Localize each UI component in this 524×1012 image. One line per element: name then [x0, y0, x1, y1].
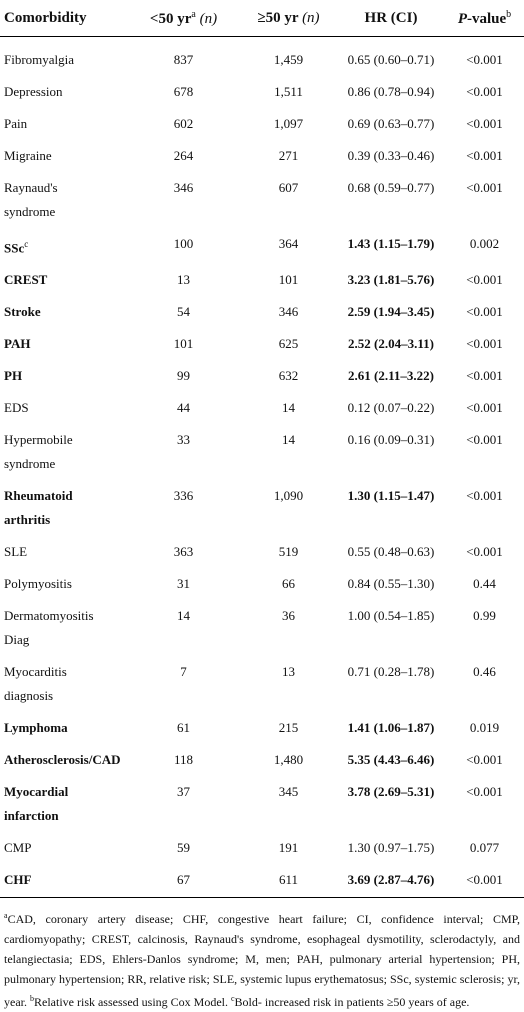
comorbidity-name: Lymphoma: [4, 720, 68, 736]
p-value: <0.001: [466, 400, 503, 416]
hazard-ratio: 1.00 (0.54–1.85): [347, 608, 435, 624]
table-row: [0, 776, 524, 832]
count-50-and-over: 346: [278, 304, 299, 320]
count-50-and-over: 519: [278, 544, 299, 560]
header-row: [0, 0, 524, 37]
count-under-50: 100: [173, 236, 194, 251]
hazard-ratio: 2.59 (1.94–3.45): [347, 304, 435, 320]
count-50-and-over: 1,097: [273, 116, 304, 131]
table-header: [0, 0, 524, 37]
comorbidity-name: Depression: [4, 84, 63, 99]
hazard-ratio: 0.65 (0.60–0.71): [347, 52, 435, 67]
p-value: <0.001: [466, 84, 503, 99]
p-value: <0.001: [466, 752, 503, 768]
comorbidity-name: SSc$^c$: [4, 239, 29, 256]
footnote-a-marker: a: [4, 911, 8, 921]
table-row: [0, 328, 524, 360]
p-value: <0.001: [466, 488, 503, 504]
p-value: 0.002: [469, 236, 500, 251]
table-row: [0, 600, 524, 656]
comorbidity-name: Atherosclerosis/CAD: [4, 752, 121, 768]
count-50-and-over: 1,459: [273, 52, 304, 67]
hazard-ratio: 2.52 (2.04–3.11): [348, 336, 434, 352]
count-under-50: 363: [173, 544, 194, 560]
count-under-50: 336: [173, 488, 194, 504]
p-value: 0.99: [473, 608, 496, 624]
comorbidity-name: Stroke: [4, 304, 41, 320]
count-50-and-over: 191: [278, 840, 299, 856]
header-p-value: P-value$^b$: [445, 0, 524, 37]
count-50-and-over: 345: [278, 784, 299, 800]
comorbidity-name: Migraine: [4, 148, 52, 163]
p-value: <0.001: [466, 148, 503, 163]
count-50-and-over: 625: [278, 336, 299, 352]
hazard-ratio: 0.16 (0.09–0.31): [347, 432, 435, 448]
table-row: [0, 37, 524, 77]
count-under-50: 54: [177, 304, 190, 320]
count-50-and-over: 215: [278, 720, 299, 736]
comorbidity-name: PH: [4, 368, 23, 384]
table-row: [0, 172, 524, 228]
comorbidity-name: CMP: [4, 840, 32, 856]
table-body: [0, 37, 524, 898]
table-row: [0, 140, 524, 172]
p-value: <0.001: [466, 432, 503, 448]
footnote-b-text: Relative risk assessed using Cox Model.: [34, 995, 231, 1010]
count-50-and-over: 607: [278, 180, 299, 195]
footnote-a-text: CAD, coronary artery disease; CHF, congestive heart failure; CI, confidence interval; CMP, cardiomyopathy; CREST, calcinosis, Raynaud's syndrome, esophageal dysmotility, sclerodactyly, and telangiectasia; EDS, Ehlers-Danlos syndrome; M, men; PAH, pulmonary arterial hypertension; PH, pulmonary hypertension; RR, relative risk; SLE, systemic lupus erythematosus; SSc, systemic sclerosis; yr, year.: [4, 912, 520, 1010]
table-row: [0, 392, 524, 424]
hazard-ratio: 1.43 (1.15–1.79): [347, 236, 435, 251]
count-under-50: 346: [173, 180, 194, 195]
comorbidity-name: Fibromyalgia: [4, 52, 75, 67]
count-50-and-over: 632: [278, 368, 299, 384]
hazard-ratio: 1.41 (1.06–1.87): [347, 720, 435, 736]
table-row: [0, 656, 524, 712]
hazard-ratio: 0.39 (0.33–0.46): [347, 148, 435, 163]
hazard-ratio: 0.68 (0.59–0.77): [347, 180, 435, 195]
count-under-50: 99: [177, 368, 190, 384]
comorbidity-name: Polymyositis: [4, 576, 72, 592]
count-under-50: 837: [173, 52, 194, 67]
count-under-50: 61: [177, 720, 190, 736]
comorbidity-name: EDS: [4, 400, 29, 416]
p-value: <0.001: [466, 336, 503, 352]
count-under-50: 14: [177, 608, 190, 624]
count-under-50: 37: [177, 784, 190, 800]
comorbidity-name: PAH: [4, 336, 31, 352]
hazard-ratio: 2.61 (2.11–3.22): [348, 368, 434, 384]
p-value: 0.077: [469, 840, 500, 856]
count-50-and-over: 36: [282, 608, 295, 624]
count-50-and-over: 66: [282, 576, 295, 592]
comorbidity-name: Raynaud's syndrome: [4, 180, 58, 219]
hazard-ratio: 3.23 (1.81–5.76): [347, 272, 435, 288]
count-under-50: 33: [177, 432, 190, 448]
footnote-c-text: Bold- increased risk in patients ≥50 years of age.: [234, 995, 470, 1010]
count-50-and-over: 1,511: [274, 84, 303, 99]
table-row: [0, 360, 524, 392]
hazard-ratio: 3.69 (2.87–4.76): [337, 864, 445, 898]
table-row: [0, 228, 524, 264]
hazard-ratio: 1.30 (0.97–1.75): [347, 840, 435, 856]
count-50-and-over: 13: [282, 664, 295, 680]
p-value: <0.001: [466, 304, 503, 320]
comorbidity-name: CREST: [4, 272, 48, 288]
table-row: [0, 264, 524, 296]
header-under-50: <50 $yr^a$ (n): [127, 0, 240, 37]
table-footnotes: [0, 898, 524, 1012]
comorbidity-name: Rheumatoid arthritis: [4, 488, 73, 528]
count-50-and-over: 364: [278, 236, 299, 251]
header-comorbidity: Comorbidity: [0, 0, 127, 37]
count-under-50: 118: [173, 752, 194, 768]
count-under-50: 264: [173, 148, 194, 163]
count-under-50: 101: [173, 336, 194, 352]
p-value: <0.001: [445, 864, 524, 898]
count-50-and-over: 101: [278, 272, 299, 288]
count-50-and-over: 1,090: [273, 488, 304, 504]
table-row: [0, 864, 524, 898]
hazard-ratio: 0.69 (0.63–0.77): [347, 116, 435, 131]
p-value: 0.46: [473, 664, 496, 680]
count-50-and-over: 271: [278, 148, 299, 163]
comorbidity-name: Dermatomyositis Diag: [4, 608, 94, 648]
hazard-ratio: 0.71 (0.28–1.78): [347, 664, 435, 680]
table-row: [0, 536, 524, 568]
hazard-ratio: 0.55 (0.48–0.63): [347, 544, 435, 560]
comorbidity-name: Pain: [4, 116, 28, 131]
hazard-ratio: 0.12 (0.07–0.22): [347, 400, 435, 416]
table-row: [0, 568, 524, 600]
header-hr-ci: HR (CI): [337, 0, 445, 37]
count-50-and-over: 1,480: [273, 752, 304, 768]
count-50-and-over: 14: [282, 400, 295, 416]
p-value: <0.001: [466, 272, 503, 288]
footnote-b-marker: b: [30, 994, 34, 1004]
footnote-c-marker: c: [230, 994, 235, 1004]
hazard-ratio: 3.78 (2.69–5.31): [347, 784, 435, 800]
table-row: [0, 832, 524, 864]
count-under-50: 7: [180, 664, 187, 680]
count-under-50: 602: [173, 116, 194, 131]
table-row: [0, 424, 524, 480]
p-value: 0.019: [469, 720, 500, 736]
comorbidity-name: Myocarditis diagnosis: [4, 664, 67, 704]
header-50-and-over: ≥50 yr (n): [240, 0, 337, 37]
comorbidity-name: Hypermobile syndrome: [4, 432, 73, 472]
comorbidity-name: SLE: [4, 544, 28, 560]
hazard-ratio: 1.30 (1.15–1.47): [347, 488, 435, 504]
p-value: <0.001: [466, 52, 503, 67]
p-value: 0.44: [473, 576, 496, 592]
table-row: [0, 480, 524, 536]
p-value: <0.001: [466, 544, 503, 560]
p-value: <0.001: [466, 180, 503, 195]
p-value: <0.001: [466, 368, 503, 384]
p-value: <0.001: [466, 116, 503, 131]
count-under-50: 31: [177, 576, 190, 592]
count-under-50: 59: [177, 840, 190, 856]
hazard-ratio: 0.84 (0.55–1.30): [347, 576, 435, 592]
table-row: [0, 108, 524, 140]
table-row: [0, 744, 524, 776]
count-under-50: 678: [173, 84, 194, 99]
count-50-and-over: 14: [282, 432, 295, 448]
comorbidity-name: Myocardial infarction: [4, 784, 69, 824]
hazard-ratio: 5.35 (4.43–6.46): [347, 752, 435, 768]
count-under-50: 13: [177, 272, 190, 288]
count-under-50: 67: [127, 864, 240, 898]
comorbidity-name: CHF: [0, 864, 127, 898]
table-row: [0, 76, 524, 108]
count-under-50: 44: [177, 400, 190, 416]
table-row: [0, 296, 524, 328]
hazard-ratio: 0.86 (0.78–0.94): [347, 84, 435, 99]
count-50-and-over: 611: [240, 864, 337, 898]
p-value: <0.001: [466, 784, 503, 800]
table-row: [0, 712, 524, 744]
